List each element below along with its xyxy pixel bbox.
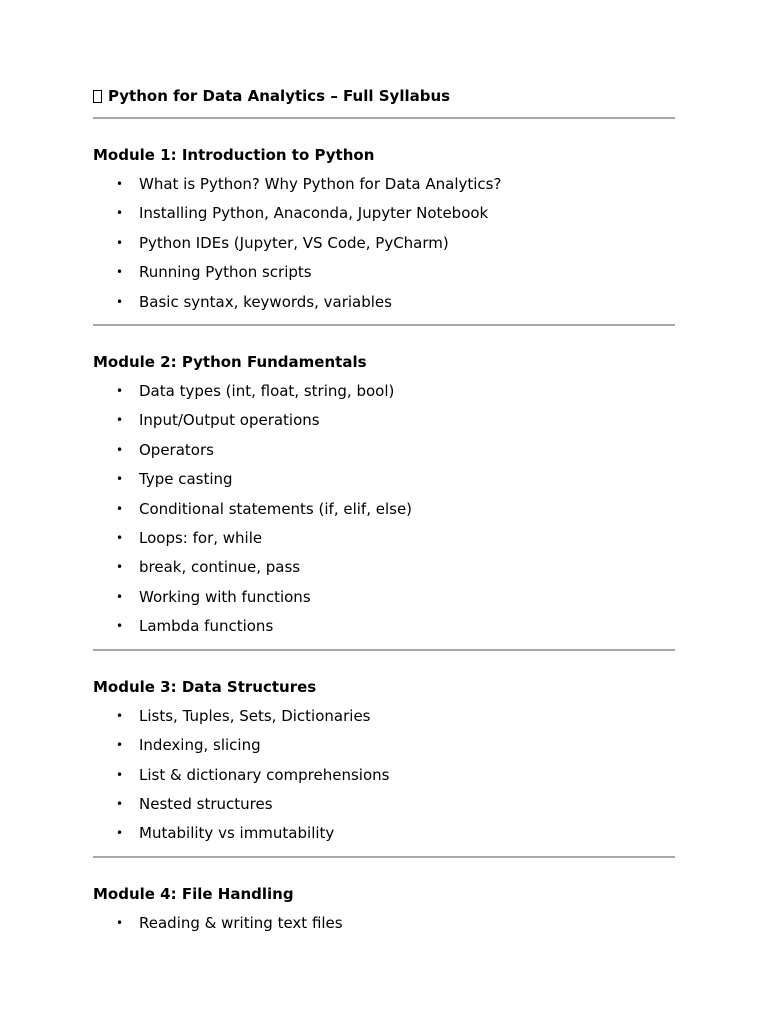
bullet-icon: • [116,915,124,930]
bullet-icon: • [116,796,124,811]
bullet-icon: • [116,413,124,428]
horizontal-rule [93,649,675,651]
list-item [93,495,675,524]
module-title: Module 4: File Handling [93,884,294,903]
module-topic-list [93,909,675,938]
module-title: Module 1: Introduction to Python [93,146,375,164]
list-item [93,229,675,258]
bullet-icon: • [116,442,124,457]
list-item [93,524,675,553]
list-item-text: Python IDEs (Jupyter, VS Code, PyCharm) [139,233,449,252]
bullet-icon: • [116,531,124,546]
syllabus-page [93,86,675,938]
list-item [93,819,675,848]
list-item [93,258,675,287]
list-item [93,790,675,819]
bullet-icon: • [116,206,124,221]
list-item-text: Lambda functions [139,617,274,636]
bullet-icon: • [116,560,124,575]
list-item [93,170,675,199]
list-item [93,465,675,494]
list-item-text: Basic syntax, keywords, variables [139,292,392,311]
bullet-icon: • [116,501,124,516]
bullet-icon: • [116,265,124,280]
bullet-icon: • [116,708,124,723]
list-item-text: List & dictionary comprehensions [139,765,390,784]
list-item [93,553,675,582]
list-item-text: Installing Python, Anaconda, Jupyter Notebook [139,204,489,223]
list-item [93,612,675,641]
list-item-text: Type casting [139,470,233,489]
bullet-icon: • [116,177,124,191]
bullet-icon: • [116,294,124,309]
bullet-icon: • [116,235,124,250]
bullet-icon: • [116,619,124,634]
list-item-text: break, continue, pass [139,558,301,577]
list-item [93,909,675,938]
module-title: Module 2: Python Fundamentals [93,353,367,372]
module-topic-list [93,702,675,849]
module-topic-list [93,377,675,642]
list-item [93,199,675,228]
modules-container [93,145,675,938]
module-section [93,352,675,651]
bullet-icon: • [116,738,124,753]
bullet-icon: • [116,826,124,841]
list-item [93,583,675,612]
list-item [93,702,675,731]
list-item [93,436,675,465]
list-item [93,406,675,435]
bullet-icon: • [116,767,124,782]
module-section [93,884,675,938]
list-item-text: Operators [139,440,214,459]
list-item-text: Conditional statements (if, elif, else) [139,499,413,518]
list-item-text: Running Python scripts [139,263,312,282]
list-item-text: Nested structures [139,794,273,813]
horizontal-rule [93,856,675,858]
list-item-text: Input/Output operations [139,411,320,430]
horizontal-rule [93,117,675,119]
list-item-text: Loops: for, while [139,529,263,548]
list-item-text: Working with functions [139,587,311,606]
list-item-text: What is Python? Why Python for Data Analytics? [139,175,502,193]
module-section [93,145,675,326]
bullet-icon: • [116,589,124,604]
document-title-text: Python for Data Analytics – Full Syllabus [108,87,451,105]
list-item-text: Data types (int, float, string, bool) [139,382,395,401]
bullet-icon: • [116,384,124,399]
list-item [93,761,675,790]
unrendered-glyph-icon [93,90,102,103]
horizontal-rule [93,324,675,326]
list-item [93,731,675,760]
module-section [93,677,675,858]
document-title [93,86,675,106]
list-item [93,377,675,406]
module-title: Module 3: Data Structures [93,677,317,696]
list-item-text: Reading & writing text files [139,913,343,932]
list-item-text: Lists, Tuples, Sets, Dictionaries [139,706,371,725]
module-topic-list [93,170,675,317]
bullet-icon: • [116,472,124,487]
list-item-text: Indexing, slicing [139,736,261,755]
list-item [93,288,675,317]
list-item-text: Mutability vs immutability [139,824,335,843]
